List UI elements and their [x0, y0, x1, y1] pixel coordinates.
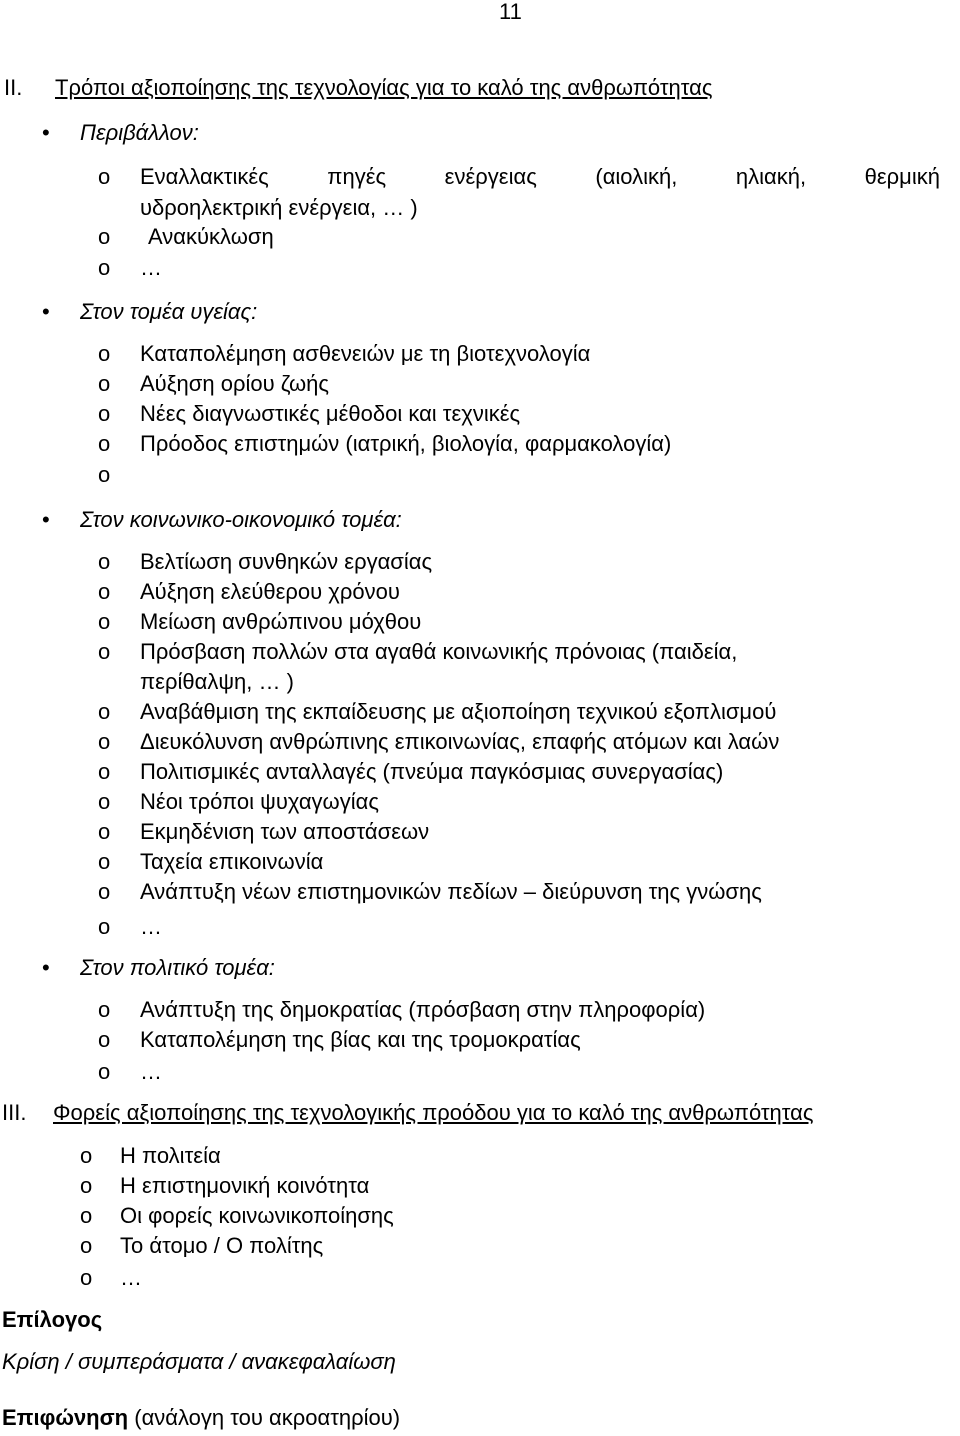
sub-marker: o [98, 579, 111, 604]
sub-marker: o [98, 997, 111, 1022]
list-item-empty [0, 460, 960, 490]
sub-marker: o [98, 164, 111, 189]
list-item [0, 817, 960, 847]
sub-marker: o [98, 879, 111, 904]
list-item-text: Αναβάθμιση της εκπαίδευσης με αξιοποίηση τεχνικού εξοπλισμού [140, 699, 777, 724]
list-item [0, 253, 960, 283]
list-item-text: Αύξηση ορίου ζωής [140, 371, 329, 396]
bullet-marker: • [42, 299, 50, 324]
page-number: 11 [499, 0, 522, 24]
list-item-continuation [0, 193, 960, 223]
bullet-marker: • [42, 955, 50, 980]
page-number-row [0, 0, 960, 30]
epilogue-closing-rest: (ανάλογη του ακροατηρίου) [128, 1405, 401, 1430]
section-3-numeral: III. [2, 1100, 27, 1125]
sub-marker: o [98, 609, 111, 634]
list-item [0, 912, 960, 942]
list-item-text: Εναλλακτικές πηγές ενέργειας (αιολική, ηλιακή, θερμική [140, 164, 940, 189]
list-item-text: Νέοι τρόποι ψυχαγωγίας [140, 789, 379, 814]
list-item [0, 222, 960, 252]
sub-marker: o [98, 639, 111, 664]
list-item-text: … [140, 255, 162, 280]
list-item-text: Διευκόλυνση ανθρώπινης επικοινωνίας, επαφής ατόμων και λαών [140, 729, 780, 754]
list-item-text: Καταπολέμηση ασθενειών με τη βιοτεχνολογία [140, 341, 591, 366]
sub-marker: o [80, 1265, 93, 1290]
list-item [0, 547, 960, 577]
sub-marker: o [98, 431, 111, 456]
list-item-text: Οι φορείς κοινωνικοποίησης [120, 1203, 394, 1228]
epilogue-heading: Επίλογος [2, 1307, 103, 1332]
epilogue-closing [2, 1403, 400, 1433]
epilogue-closing-row [0, 1403, 960, 1433]
list-item [0, 727, 960, 757]
list-item [0, 1141, 960, 1171]
list-item-text: … [140, 914, 162, 939]
list-item [0, 1171, 960, 1201]
list-item-text: Ταχεία επικοινωνία [140, 849, 324, 874]
list-item-text: Ανάπτυξη νέων επιστημονικών πεδίων – διεύρυνση της γνώσης [140, 879, 762, 904]
section-3-heading [0, 1098, 960, 1128]
list-item-text: Μείωση ανθρώπινου μόχθου [140, 609, 422, 634]
section-2-title: Τρόποι αξιοποίησης της τεχνολογίας για το καλό της ανθρωπότητας [55, 75, 713, 100]
epilogue-summary: Κρίση / συμπεράσματα / ανακεφαλαίωση [2, 1349, 396, 1374]
group-heading: Στον κοινωνικο-οικονομικό τομέα: [80, 507, 402, 532]
list-item [0, 757, 960, 787]
list-item-text: … [140, 1059, 162, 1084]
list-item [0, 877, 960, 907]
sub-marker: o [98, 371, 111, 396]
list-item-text: Πολιτισμικές ανταλλαγές (πνεύμα παγκόσμιας συνεργασίας) [140, 759, 724, 784]
list-item [0, 369, 960, 399]
bullet-marker: • [42, 507, 50, 532]
list-item-text: Το άτομο / Ο πολίτης [120, 1233, 324, 1258]
sub-marker: o [98, 1059, 111, 1084]
group-heading: Περιβάλλον: [80, 120, 199, 145]
list-item-text: … [120, 1265, 142, 1290]
sub-marker: o [98, 789, 111, 814]
list-item [0, 1025, 960, 1055]
list-item [0, 995, 960, 1025]
list-item [0, 399, 960, 429]
list-item [0, 637, 960, 667]
list-item-text: Καταπολέμηση της βίας και της τρομοκρατίας [140, 1027, 581, 1052]
group-heading-health [0, 297, 960, 327]
sub-marker: o [98, 699, 111, 724]
sub-marker: o [98, 549, 111, 574]
epilogue-closing-bold: Επιφώνηση [2, 1405, 129, 1430]
list-item [0, 339, 960, 369]
list-item [0, 1057, 960, 1087]
list-item-text: Αύξηση ελεύθερου χρόνου [140, 579, 400, 604]
group-heading-socioeconomic [0, 505, 960, 535]
section-2-numeral: II. [4, 75, 23, 100]
list-item-text: Ανάπτυξη της δημοκρατίας (πρόσβαση στην πληροφορία) [140, 997, 706, 1022]
list-item-text-continuation: περίθαλψη, … ) [140, 669, 294, 694]
sub-marker: o [98, 759, 111, 784]
list-item [0, 1263, 960, 1293]
group-heading-political [0, 953, 960, 983]
list-item-text: Νέες διαγνωστικές μέθοδοι και τεχνικές [140, 401, 521, 426]
sub-marker: o [98, 224, 111, 249]
list-item [0, 847, 960, 877]
sub-marker: o [98, 462, 111, 487]
sub-marker: o [98, 255, 111, 280]
list-item [0, 577, 960, 607]
section-3-title: Φορείς αξιοποίησης της τεχνολογικής προόδου για το καλό της ανθρωπότητας [53, 1100, 814, 1125]
sub-marker: o [80, 1233, 93, 1258]
sub-marker: o [98, 849, 111, 874]
list-item [0, 429, 960, 459]
list-item [0, 697, 960, 727]
sub-marker: o [98, 341, 111, 366]
list-item-text: Πρόοδος επιστημών (ιατρική, βιολογία, φαρμακολογία) [140, 431, 672, 456]
list-item [0, 162, 960, 192]
group-heading: Στον τομέα υγείας: [80, 299, 258, 324]
sub-marker: o [80, 1203, 93, 1228]
sub-marker: o [98, 401, 111, 426]
list-item-text: Εκμηδένιση των αποστάσεων [140, 819, 430, 844]
sub-marker: o [80, 1173, 93, 1198]
sub-marker: o [98, 819, 111, 844]
list-item-text: Βελτίωση συνθηκών εργασίας [140, 549, 433, 574]
list-item-text: Η επιστημονική κοινότητα [120, 1173, 370, 1198]
list-item [0, 1201, 960, 1231]
list-item-text: Η πολιτεία [120, 1143, 221, 1168]
epilogue-summary-row [0, 1347, 960, 1377]
group-heading-environment [0, 118, 960, 148]
list-item-text-continuation: υδροηλεκτρική ενέργεια, … ) [140, 195, 418, 220]
list-item [0, 607, 960, 637]
list-item [0, 787, 960, 817]
sub-marker: o [98, 914, 111, 939]
section-2-heading [0, 73, 960, 103]
list-item-text: Πρόσβαση πολλών στα αγαθά κοινωνικής πρόνοιας (παιδεία, [140, 639, 738, 664]
epilogue-heading-row [0, 1305, 960, 1335]
list-item-continuation [0, 667, 960, 697]
list-item [0, 1231, 960, 1261]
sub-marker: o [98, 729, 111, 754]
sub-marker: o [80, 1143, 93, 1168]
group-heading: Στον πολιτικό τομέα: [80, 955, 275, 980]
bullet-marker: • [42, 120, 50, 145]
sub-marker: o [98, 1027, 111, 1052]
list-item-text: Ανακύκλωση [148, 224, 274, 249]
